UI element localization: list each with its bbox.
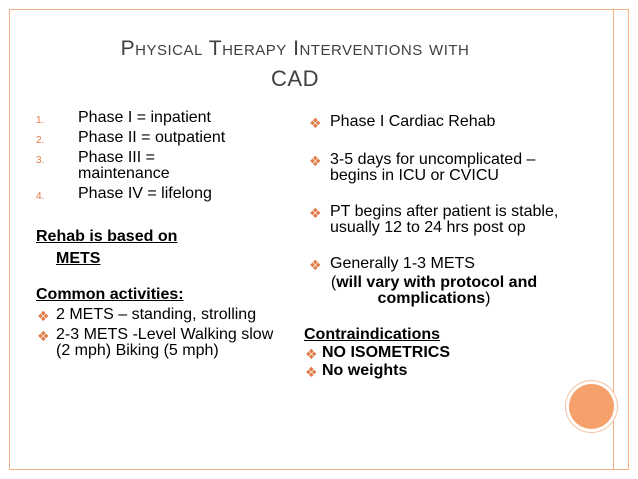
bullet-icon: ❖ (37, 329, 50, 345)
note-open: ( (330, 274, 337, 291)
contra-text: NO ISOMETRICS (322, 344, 451, 361)
activity-item (36, 327, 286, 359)
list-number: 2. (36, 135, 45, 146)
right-bullet-item (308, 204, 570, 236)
protocol-note (319, 275, 549, 307)
activity-item (36, 307, 266, 323)
right-bullet-item (308, 114, 608, 130)
right-column (304, 110, 608, 381)
bullet-icon: ❖ (309, 154, 322, 170)
bullet-icon: ❖ (305, 347, 318, 363)
phase-text: Phase II = outpatient (78, 129, 226, 146)
rehab-sub: METS (56, 250, 101, 267)
list-number: 1. (36, 115, 45, 126)
note-close: ) (485, 290, 491, 307)
phase-list-item (36, 130, 286, 146)
bullet-icon: ❖ (309, 206, 322, 222)
contra-text: No weights (322, 362, 408, 379)
note-bold: will vary with protocol and complications (336, 274, 538, 307)
bullet-icon: ❖ (309, 258, 322, 274)
right-bullet-text: Generally 1-3 METS (330, 255, 475, 272)
right-bullet-text: 3-5 days for uncomplicated – begins in ICU or CVICU (330, 151, 536, 184)
phase-list-item (36, 110, 286, 126)
right-bullet-text: PT begins after patient is stable, usually 12 to 24 hrs post op (330, 203, 559, 236)
list-number: 4. (36, 191, 45, 202)
bullet-icon: ❖ (309, 116, 322, 132)
list-number: 3. (36, 155, 45, 166)
contra-item (304, 363, 608, 379)
phase-text: Phase IV = lifelong (78, 185, 212, 202)
decorative-circle (569, 384, 614, 429)
phase-text: Phase III = maintenance (78, 149, 170, 182)
left-column (36, 110, 286, 359)
phase-list-item (36, 150, 238, 182)
right-bullet-item (308, 256, 608, 272)
slide-title-line1: Physical Therapy Interventions with (120, 37, 470, 60)
bullet-icon: ❖ (37, 309, 50, 325)
bullet-icon: ❖ (305, 365, 318, 381)
contraindications-heading: Contraindications (304, 326, 441, 343)
activity-text: 2-3 METS -Level Walking slow (2 mph) Biking (5 mph) (56, 326, 274, 359)
activity-text: 2 METS – standing, strolling (56, 306, 257, 323)
phase-list-item (36, 186, 286, 202)
rehab-heading: Rehab is based on (36, 228, 178, 245)
right-bullet-item (308, 152, 570, 184)
phase-text: Phase I = inpatient (78, 109, 211, 126)
right-bullet-text: Phase I Cardiac Rehab (330, 113, 496, 130)
slide-title-line2: CAD (271, 66, 319, 91)
contra-item (304, 345, 608, 361)
common-activities-heading: Common activities: (36, 286, 184, 303)
slide-title (40, 34, 550, 94)
